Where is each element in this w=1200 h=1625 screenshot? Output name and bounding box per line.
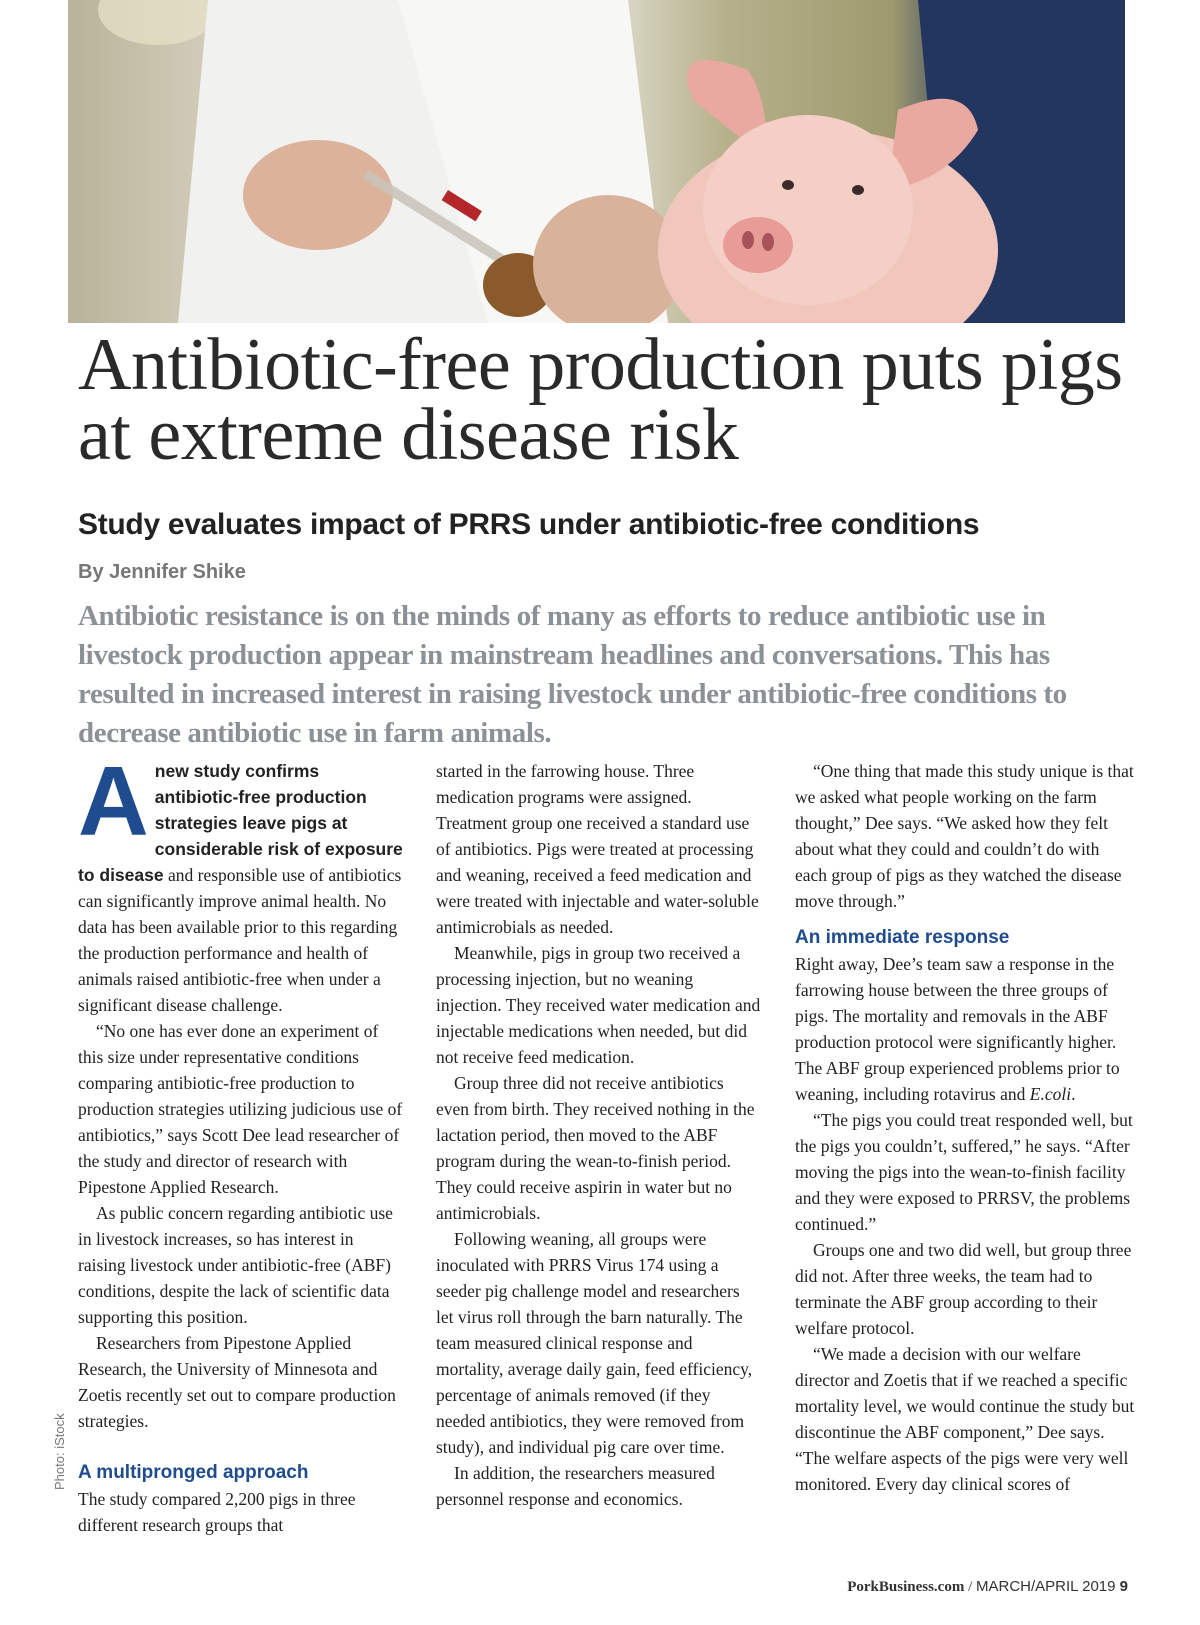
lead-bold-text: new study confirms antibiotic-free production strategies leave pigs at considerable risk of exposure to disease (78, 761, 403, 885)
body-paragraph: started in the farrowing house. Three medication programs were assigned. Treatment group one received a standard use of antibiotics. Pigs were treated at processing and weaning, received a feed medication and were treated with injectable and water-soluble antimicrobials as needed. (436, 761, 759, 937)
column-3 (795, 758, 1135, 1497)
intro-paragraph: Antibiotic resistance is on the minds of many as efforts to reduce antibiotic use in livestock production appear in mainstream headlines and conversations. This has resulted in increased interest in raising livestock under antibiotic-free conditions to decrease antibiotic use in farm animals. (78, 600, 1067, 749)
body-text: Right away, Dee’s team saw a response in the farrowing house between the three groups of pigs. The mortality and removals in the ABF production protocol were significantly higher. The ABF group experienced problems prior to weaning, including rotavirus and (795, 954, 1120, 1104)
body-paragraph: “No one has ever done an experiment of this size under representative conditions comparing antibiotic-free production to production strategies utilizing judicious use of antibiotics,” says Scott Dee lead researcher of the study and director of research with Pipestone Applied Research. (78, 1021, 403, 1197)
section-spacer (795, 914, 1135, 925)
article-headline: Antibiotic-free production puts pigs at extreme disease risk (78, 324, 1123, 476)
footer-separator: / (964, 1579, 976, 1595)
page-number: 9 (1119, 1578, 1128, 1595)
article-deck: Study evaluates impact of PRRS under antibiotic-free conditions (78, 508, 980, 541)
footer-site: PorkBusiness.com (847, 1579, 965, 1595)
byline: By Jennifer Shike (78, 561, 246, 583)
body-paragraph: Following weaning, all groups were inoculated with PRRS Virus 174 using a seeder pig challenge model and researchers let virus roll through the barn naturally. The team measured clinical response and mortality, average daily gain, feed efficiency, percentage of animals removed (if they needed antibiotics, they were removed from study), and individual pig care over time. (436, 1229, 753, 1457)
body-paragraph: As public concern regarding antibiotic use in livestock increases, so has interest in raising livestock under antibiotic-free (ABF) conditions, despite the lack of scientific data supporting this position. (78, 1203, 393, 1327)
italic-text: E.coli (1029, 1084, 1072, 1104)
lead-paragraph (78, 746, 403, 1018)
body-paragraph: “We made a decision with our welfare director and Zoetis that if we reached a specific mortality level, we would continue the study but discontinue the ABF component,” Dee says. “The welfare aspects of the pigs were very well monitored. Every day clinical scores of (795, 1344, 1135, 1494)
body-paragraph (795, 951, 1135, 1107)
page-footer (847, 1578, 1128, 1596)
body-text: . (1071, 1084, 1076, 1104)
hero-photo (68, 0, 1125, 323)
column-1 (78, 746, 403, 1538)
body-paragraph: In addition, the researchers measured personnel response and economics. (436, 1463, 715, 1509)
body-paragraph: Researchers from Pipestone Applied Research, the University of Minnesota and Zoetis recently set out to compare production strategies. (78, 1333, 396, 1431)
body-paragraph: Group three did not receive antibiotics even from birth. They received nothing in the lactation period, then moved to the ABF program during the wean-to-finish period. They could receive aspirin in water but no antimicrobials. (436, 1073, 755, 1223)
body-paragraph: The study compared 2,200 pigs in three different research groups that (78, 1489, 356, 1535)
lead-text: and responsible use of antibiotics can significantly improve animal health. No data has been available prior to this regarding the production performance and health of animals raised antibiotic-free when under a significant disease challenge. (78, 865, 402, 1015)
drop-cap: A (78, 746, 149, 856)
photo-credit: Photo: iStock (52, 1413, 67, 1490)
column-2 (436, 758, 761, 1512)
footer-issue: MARCH/APRIL 2019 (975, 1578, 1120, 1595)
body-paragraph: Meanwhile, pigs in group two received a processing injection, but no weaning injection. They received water medication and injectable medications when needed, but did not receive feed medication. (436, 943, 761, 1067)
body-paragraph: “One thing that made this study unique is that we asked what people working on the farm thought,” Dee says. “We asked how they felt about what they could and couldn’t do with each group of pigs as they watched the disease move through.” (795, 761, 1134, 911)
subhead-immediate-response: An immediate response (795, 927, 1010, 948)
pig-illustration (68, 0, 1125, 323)
subhead-multipronged: A multipronged approach (78, 1462, 309, 1483)
section-spacer (78, 1434, 403, 1460)
body-paragraph: “The pigs you could treat responded well, but the pigs you couldn’t, suffered,” he says. “After moving the pigs into the wean-to-finish facility and they were exposed to PRRSV, the problems continued.” (795, 1110, 1133, 1234)
body-paragraph: Groups one and two did well, but group three did not. After three weeks, the team had to terminate the ABF group according to their welfare protocol. (795, 1240, 1132, 1338)
